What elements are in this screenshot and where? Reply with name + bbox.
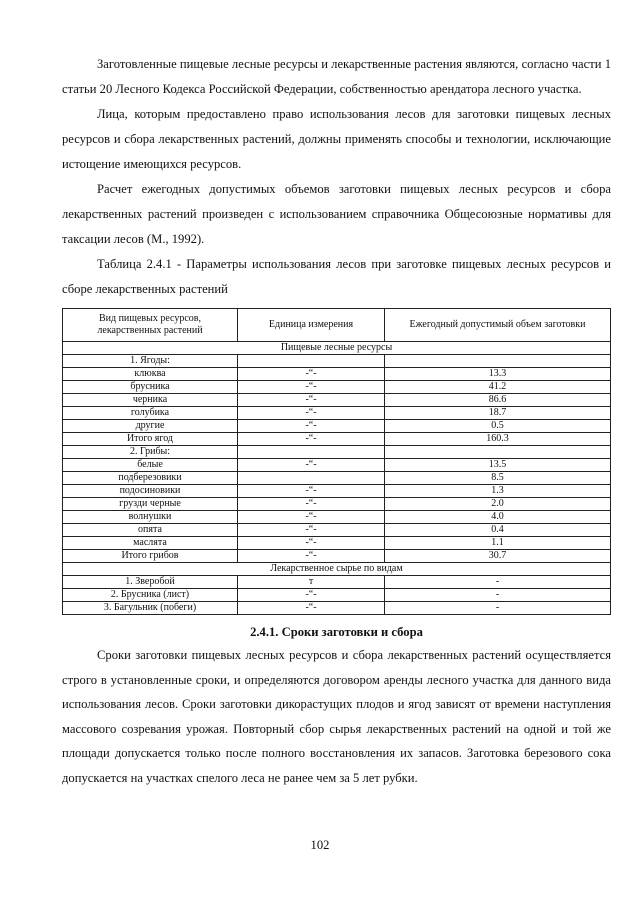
section-medicinal-label: Лекарственное сырье по видам: [63, 563, 611, 576]
table-row: [63, 381, 611, 394]
unit-cell: -“-: [238, 524, 385, 537]
group-label: 1. Ягоды:: [63, 355, 238, 368]
group-label: 2. Грибы:: [63, 446, 238, 459]
resource-name: подосиновики: [63, 485, 238, 498]
paragraph-ownership: Заготовленные пищевые лесные ресурсы и лекарственные растения являются, согласно части 1 статьи 20 Лесного Кодекса Российской Федерации, собственностью арендатора лесного участка.: [62, 57, 611, 96]
volume-cell: 41.2: [385, 381, 611, 394]
volume-cell: 13.3: [385, 368, 611, 381]
header-unit: Единица измерения: [238, 309, 385, 342]
parameters-table: [62, 308, 611, 615]
volume-cell: 4.0: [385, 511, 611, 524]
volume-cell: 8.5: [385, 472, 611, 485]
table-row: [63, 420, 611, 433]
table-row: [63, 576, 611, 589]
volume-cell: -: [385, 589, 611, 602]
resource-name: грузди черные: [63, 498, 238, 511]
resource-name: 2. Брусника (лист): [63, 589, 238, 602]
volume-cell: -: [385, 602, 611, 615]
table-row: [63, 511, 611, 524]
resource-name: клюква: [63, 368, 238, 381]
unit-cell: [238, 472, 385, 485]
section-heading: 2.4.1. Сроки заготовки и сбора: [250, 625, 423, 639]
table-row: [63, 524, 611, 537]
volume-cell: 160.3: [385, 433, 611, 446]
resource-name: другие: [63, 420, 238, 433]
volume-cell: 30.7: [385, 550, 611, 563]
volume-cell: 18.7: [385, 407, 611, 420]
table-row: [63, 602, 611, 615]
table-row: [63, 394, 611, 407]
paragraph-harvest-timing: Сроки заготовки пищевых лесных ресурсов и сбора лекарственных растений осуществляется строго в установленные сроки, и определяются договором аренды лесного участка для данного вида использования лесов. Сроки заготовки дикорастущих плодов и ягод зависят от времени наступления массового созревания урожая. Повторный сбор сырья лекарственных растений на одной и той же площади допускается только после полного восстановления их запасов. Заготовка березового сока допускается на участках спелого леса не ранее чем за 5 лет рубки.: [62, 648, 611, 785]
table-row: [63, 485, 611, 498]
resource-name: подберезовики: [63, 472, 238, 485]
table-row: [63, 537, 611, 550]
table-row-total: [63, 433, 611, 446]
unit-cell: -“-: [238, 459, 385, 472]
resource-name: Итого грибов: [63, 550, 238, 563]
volume-cell: 0.5: [385, 420, 611, 433]
unit-cell: -“-: [238, 394, 385, 407]
table-row-total: [63, 550, 611, 563]
unit-cell: -“-: [238, 368, 385, 381]
table-header-row: [63, 309, 611, 342]
resource-name: Итого ягод: [63, 433, 238, 446]
table-row: [63, 498, 611, 511]
table-row: [63, 472, 611, 485]
table-row: [63, 368, 611, 381]
header-resource-type: Вид пищевых ресурсов, лекарственных растений: [63, 309, 238, 342]
resource-name: 3. Багульник (побеги): [63, 602, 238, 615]
resource-name: маслята: [63, 537, 238, 550]
volume-cell: 86.6: [385, 394, 611, 407]
volume-cell: 1.3: [385, 485, 611, 498]
unit-cell: -“-: [238, 381, 385, 394]
group-row-mushrooms: [63, 446, 611, 459]
unit-cell: -“-: [238, 420, 385, 433]
resource-name: голубика: [63, 407, 238, 420]
paragraph-calculation: Расчет ежегодных допустимых объемов заготовки пищевых лесных ресурсов и сбора лекарственных растений произведен с использованием справочника Общесоюзные нормативы для таксации лесов (М., 1992).: [62, 182, 611, 246]
unit-cell: т: [238, 576, 385, 589]
resource-name: опята: [63, 524, 238, 537]
resource-name: брусника: [63, 381, 238, 394]
page-number: 102: [310, 838, 330, 852]
unit-cell: -“-: [238, 550, 385, 563]
unit-cell: -“-: [238, 511, 385, 524]
unit-cell: -“-: [238, 498, 385, 511]
table-caption: Таблица 2.4.1 - Параметры использования лесов при заготовке пищевых лесных ресурсов и сборе лекарственных растений: [62, 257, 611, 296]
volume-cell: 1.1: [385, 537, 611, 550]
group-row-berries: [63, 355, 611, 368]
volume-cell: 2.0: [385, 498, 611, 511]
header-annual-volume: Ежегодный допустимый объем заготовки: [385, 309, 611, 342]
volume-cell: 13.5: [385, 459, 611, 472]
table-row: [63, 589, 611, 602]
table-row: [63, 407, 611, 420]
unit-cell: -“-: [238, 602, 385, 615]
paragraph-methods: Лица, которым предоставлено право использования лесов для заготовки пищевых лесных ресурсов и сбора лекарственных растений, должны применять способы и технологии, исключающие истощение имеющихся ресурсов.: [62, 107, 611, 171]
unit-cell: -“-: [238, 589, 385, 602]
document-page: [62, 52, 611, 790]
resource-name: волнушки: [63, 511, 238, 524]
table-row: [63, 459, 611, 472]
volume-cell: 0.4: [385, 524, 611, 537]
section-food-label: Пищевые лесные ресурсы: [63, 342, 611, 355]
unit-cell: -“-: [238, 485, 385, 498]
resource-name: 1. Зверобой: [63, 576, 238, 589]
resource-name: белые: [63, 459, 238, 472]
resource-name: черника: [63, 394, 238, 407]
unit-cell: -“-: [238, 407, 385, 420]
section-row-medicinal: [63, 563, 611, 576]
unit-cell: -“-: [238, 433, 385, 446]
volume-cell: -: [385, 576, 611, 589]
unit-cell: -“-: [238, 537, 385, 550]
section-row-food: [63, 342, 611, 355]
